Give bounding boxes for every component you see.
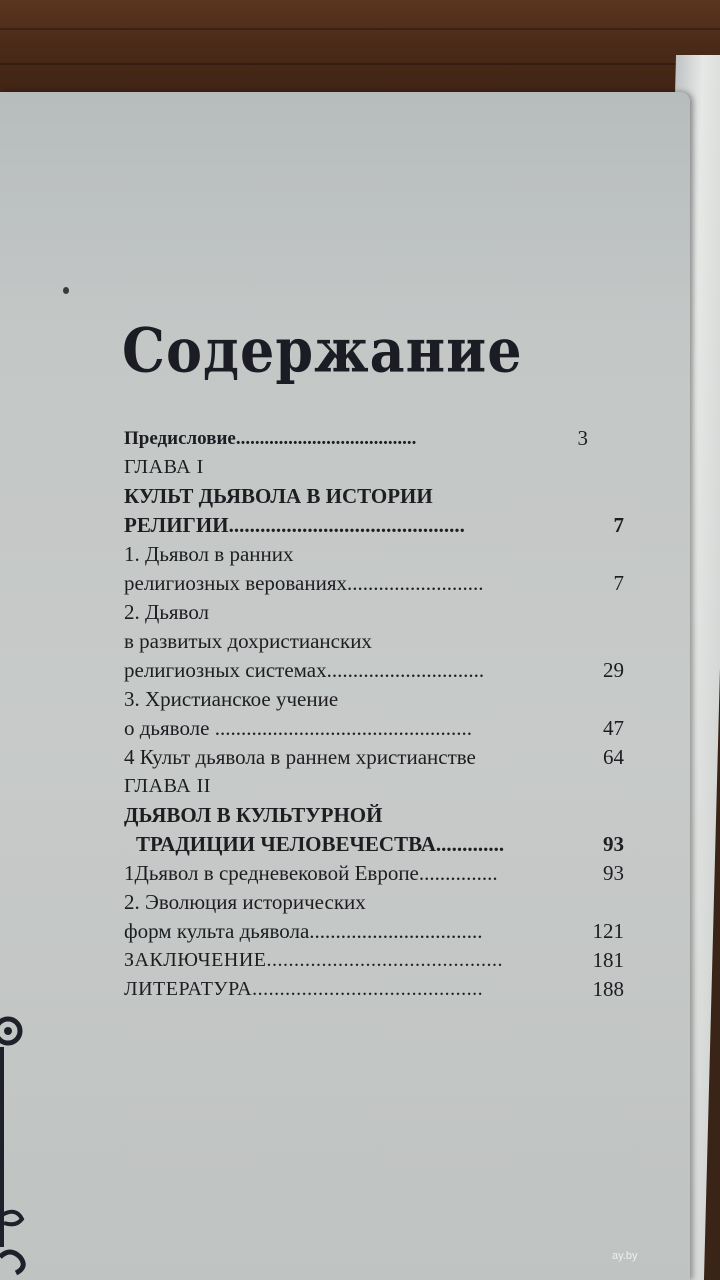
toc-entry <box>124 714 624 743</box>
toc-entry-text: 4 Культ дьявола в раннем христианстве <box>124 745 476 769</box>
wood-grain <box>0 63 720 65</box>
toc-entry <box>124 685 624 714</box>
toc-entry-text: о дьяволе ................................................. <box>124 716 472 740</box>
ornament-decoration <box>0 995 28 1275</box>
toc-page-number: 93 <box>603 861 624 885</box>
toc-entry <box>124 946 624 975</box>
toc-page-number: 93 <box>603 832 624 856</box>
paper-speck <box>63 287 69 294</box>
toc-entry <box>124 511 624 540</box>
toc-page-number: 47 <box>603 716 624 740</box>
toc-entry-text: 3. Христианское учение <box>124 687 339 711</box>
watermark: ay.by <box>612 1250 638 1262</box>
toc-entry <box>124 917 624 946</box>
toc-entry <box>124 743 624 772</box>
toc-page-number: 7 <box>613 513 624 537</box>
toc-entry-text: Предисловие...................................... <box>124 428 417 449</box>
toc-entry-text: 1. Дьявол в ранних <box>124 542 294 566</box>
toc-entry-text: в развитых дохристианских <box>124 629 372 653</box>
toc-entry-text: ГЛАВА I <box>124 456 204 478</box>
toc-page-number: 181 <box>592 948 624 972</box>
toc-entry <box>124 540 624 569</box>
page-title: Содержание <box>122 314 523 386</box>
toc-entry-text: ГЛАВА II <box>124 775 211 797</box>
toc-page-number: 188 <box>592 977 624 1001</box>
toc-entry <box>124 859 624 888</box>
toc-entry <box>124 656 624 685</box>
table-of-contents <box>124 424 624 1004</box>
toc-page-number: 29 <box>603 658 624 682</box>
toc-entry-text: 2. Эволюция исторических <box>124 890 366 914</box>
toc-entry-text: КУЛЬТ ДЬЯВОЛА В ИСТОРИИ <box>124 484 433 508</box>
wood-grain <box>0 28 720 30</box>
toc-entry-text: религиозных верованиях.......................... <box>124 571 484 595</box>
toc-entry-text: религиозных системах.............................. <box>124 658 485 682</box>
toc-entry-text: РЕЛИГИИ............................................. <box>124 513 465 537</box>
toc-entry <box>124 424 624 453</box>
toc-entry <box>124 772 624 801</box>
toc-entry-text: 1Дьявол в средневековой Европе............... <box>124 861 498 885</box>
toc-entry-text: ЛИТЕРАТУРА.......................................... <box>124 978 484 1000</box>
toc-entry <box>124 569 624 598</box>
toc-entry-text: ЗАКЛЮЧЕНИЕ........................................... <box>124 949 503 971</box>
toc-entry <box>124 627 624 656</box>
toc-entry-text: форм культа дьявола................................. <box>124 919 483 943</box>
toc-page-number: 7 <box>613 571 624 595</box>
toc-entry <box>124 975 624 1004</box>
toc-entry <box>124 598 624 627</box>
toc-entry <box>124 453 624 482</box>
toc-entry <box>124 830 624 859</box>
toc-page-number: 121 <box>592 919 624 943</box>
toc-entry <box>124 801 624 830</box>
toc-page-number: 64 <box>603 745 624 769</box>
toc-entry-text: ТРАДИЦИИ ЧЕЛОВЕЧЕСТВА............. <box>136 832 505 856</box>
toc-entry-text: 2. Дьявол <box>124 600 210 624</box>
toc-entry-text: ДЬЯВОЛ В КУЛЬТУРНОЙ <box>124 803 383 827</box>
toc-entry <box>124 888 624 917</box>
toc-entry <box>124 482 624 511</box>
toc-page-number: 3 <box>577 426 588 450</box>
